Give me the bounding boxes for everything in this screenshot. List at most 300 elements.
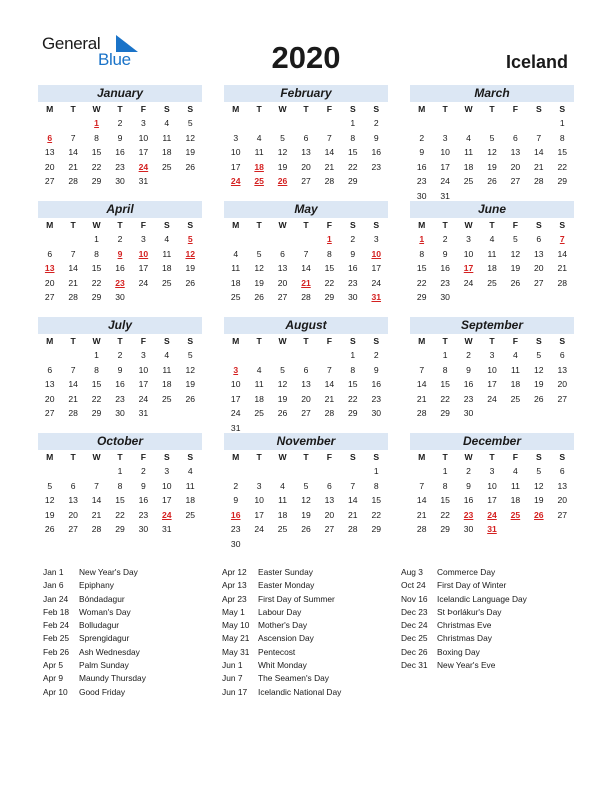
holiday-day: 13: [44, 263, 55, 274]
day: 15: [440, 495, 450, 506]
day: 5: [513, 234, 518, 244]
day: 20: [324, 509, 335, 520]
holiday-day: 3: [233, 364, 239, 375]
holiday-day: 26: [277, 176, 288, 187]
day: 20: [277, 277, 288, 288]
day: 8: [117, 480, 123, 491]
month-september: [410, 317, 574, 421]
day: 5: [280, 132, 285, 143]
weekday-header: M: [418, 104, 426, 114]
day: 1: [559, 118, 565, 128]
day: 23: [463, 393, 474, 404]
day: 5: [489, 132, 495, 143]
weekday-header: T: [442, 104, 448, 114]
day: 17: [138, 147, 149, 158]
page-header: [0, 0, 612, 80]
holiday-list-item: [222, 593, 341, 606]
day: 21: [324, 161, 335, 172]
weekday-header: T: [489, 104, 495, 114]
day: 10: [162, 480, 172, 491]
day: 26: [510, 277, 521, 288]
month-title: October: [38, 433, 202, 450]
day: 3: [442, 132, 448, 143]
day: 28: [301, 292, 311, 303]
empty-day: [61, 232, 84, 247]
weekday-header: T: [117, 336, 123, 346]
day: 28: [416, 408, 427, 419]
empty-day: [457, 116, 480, 131]
day: 30: [115, 176, 125, 187]
day: 3: [141, 234, 146, 244]
day: 17: [440, 161, 450, 172]
holiday-day: 1: [327, 234, 332, 244]
day: 11: [162, 364, 172, 375]
empty-day: [527, 116, 550, 131]
weekday-header: W: [92, 452, 101, 462]
month-october: [38, 433, 202, 537]
day: 22: [324, 277, 335, 288]
day: 3: [373, 234, 379, 244]
day: 27: [534, 277, 544, 288]
day: 23: [138, 509, 149, 520]
holiday-list-item: [222, 646, 341, 659]
weekday-header: S: [559, 220, 566, 230]
day: 11: [162, 132, 172, 143]
day: 25: [463, 176, 474, 187]
weekday-header: W: [464, 452, 473, 462]
weekday-header: T: [256, 104, 262, 114]
weekday-header: W: [464, 336, 473, 346]
holiday-day: 9: [117, 248, 123, 259]
day: 2: [117, 118, 123, 128]
day: 15: [371, 495, 382, 506]
holiday-list-column: [401, 566, 527, 672]
day: 30: [348, 292, 358, 303]
holiday-name: Labour Day: [258, 606, 302, 617]
day: 13: [301, 379, 311, 390]
day: 31: [440, 190, 450, 201]
holiday-day: 1: [419, 234, 425, 244]
weekday-header: T: [117, 220, 123, 230]
day: 21: [348, 509, 358, 520]
day: 16: [138, 495, 149, 506]
day: 28: [324, 176, 335, 187]
day: 19: [534, 379, 544, 390]
holiday-day: 12: [185, 248, 196, 259]
empty-day: [38, 116, 61, 131]
day: 4: [489, 234, 495, 244]
day: 3: [489, 466, 495, 476]
holiday-day: 21: [301, 277, 311, 288]
day: 30: [115, 408, 125, 419]
weekday-header: M: [418, 336, 426, 346]
day: 14: [68, 147, 78, 158]
weekday-header: F: [140, 452, 147, 462]
day: 14: [416, 495, 427, 506]
day: 14: [324, 379, 335, 390]
day: 22: [440, 509, 450, 520]
calendar-year: 2020: [271, 40, 341, 75]
day: 20: [44, 277, 55, 288]
day: 17: [230, 393, 241, 404]
day: 22: [348, 161, 358, 172]
holiday-list-item: [401, 593, 527, 606]
day: 6: [47, 248, 53, 259]
day: 21: [557, 263, 568, 274]
day: 15: [324, 263, 335, 274]
day: 30: [371, 408, 382, 419]
weekday-header: T: [303, 336, 309, 346]
holiday-day: 31: [371, 292, 382, 303]
holiday-date: Apr 9: [43, 673, 64, 684]
day: 2: [117, 234, 123, 244]
day: 26: [534, 393, 544, 404]
weekday-header: S: [535, 336, 542, 346]
day: 1: [350, 350, 356, 360]
month-title: January: [38, 85, 202, 102]
day: 12: [277, 147, 288, 158]
month-days-grid: [38, 334, 202, 421]
holiday-name: Good Friday: [79, 686, 126, 697]
day: 29: [440, 524, 450, 535]
day: 6: [536, 234, 542, 244]
holiday-day: 25: [254, 176, 264, 187]
day: 27: [557, 393, 568, 404]
holiday-day: 10: [371, 248, 382, 259]
day: 25: [162, 161, 172, 172]
day: 30: [440, 292, 450, 303]
day: 7: [70, 364, 76, 375]
day: 2: [350, 234, 356, 244]
day: 11: [510, 480, 520, 491]
day: 28: [348, 524, 358, 535]
day: 9: [373, 364, 379, 375]
day: 18: [162, 379, 172, 390]
day: 11: [254, 147, 264, 158]
day: 15: [348, 147, 358, 158]
holiday-list-item: [401, 619, 527, 632]
day: 16: [463, 495, 474, 506]
holiday-date: Jun 1: [222, 660, 243, 671]
day: 20: [301, 393, 311, 404]
day: 7: [94, 480, 99, 491]
day: 21: [68, 277, 78, 288]
day: 2: [233, 480, 239, 491]
holiday-name: Bóndadagur: [79, 593, 125, 604]
weekday-header: T: [489, 452, 495, 462]
day: 29: [557, 176, 568, 187]
day: 12: [185, 364, 196, 375]
day: 5: [256, 248, 262, 259]
empty-day: [224, 116, 247, 131]
month-november: [224, 433, 388, 552]
empty-day: [247, 232, 270, 247]
empty-day: [224, 348, 247, 363]
holiday-date: Jan 6: [43, 580, 64, 591]
day: 10: [230, 147, 241, 158]
day: 22: [348, 393, 358, 404]
day: 21: [416, 393, 427, 404]
logo-blue-text: Blue: [98, 50, 131, 69]
day: 20: [557, 495, 568, 506]
day: 21: [416, 509, 427, 520]
weekday-header: T: [70, 220, 76, 230]
day: 12: [510, 248, 521, 259]
weekday-header: S: [349, 220, 356, 230]
weekday-header: W: [464, 104, 473, 114]
day: 27: [44, 292, 55, 303]
day: 7: [419, 364, 425, 375]
weekday-header: W: [278, 336, 287, 346]
empty-day: [294, 464, 317, 479]
day: 22: [440, 393, 450, 404]
holiday-list-item: [43, 593, 146, 606]
day: 13: [324, 495, 335, 506]
holiday-date: Jan 24: [43, 593, 69, 604]
empty-day: [480, 116, 503, 131]
holiday-list-item: [401, 659, 527, 672]
day: 12: [254, 263, 264, 274]
day: 17: [230, 161, 241, 172]
day: 27: [68, 524, 78, 535]
day: 4: [164, 350, 170, 360]
holiday-name: Whit Monday: [258, 660, 307, 671]
day: 26: [185, 393, 196, 404]
day: 7: [70, 248, 76, 259]
day: 16: [371, 147, 382, 158]
weekday-header: F: [326, 336, 333, 346]
day: 1: [94, 350, 99, 360]
day: 2: [373, 118, 379, 128]
day: 18: [185, 495, 196, 506]
day: 11: [487, 248, 497, 259]
holiday-date: Feb 25: [43, 633, 70, 644]
day: 15: [91, 379, 102, 390]
day: 30: [463, 524, 474, 535]
day: 9: [442, 248, 448, 259]
holiday-name: Icelandic National Day: [258, 686, 342, 697]
day: 24: [463, 277, 474, 288]
day: 1: [350, 118, 356, 128]
day: 8: [559, 132, 565, 143]
day: 2: [419, 132, 425, 143]
day: 23: [348, 277, 358, 288]
empty-day: [271, 348, 294, 363]
day: 11: [162, 248, 172, 259]
weekday-header: M: [46, 220, 54, 230]
day: 7: [350, 480, 356, 491]
empty-day: [294, 232, 317, 247]
day: 6: [280, 248, 285, 259]
day: 28: [68, 292, 78, 303]
day: 5: [536, 350, 542, 360]
weekday-header: M: [232, 452, 240, 462]
day: 9: [466, 364, 471, 375]
day: 6: [47, 364, 53, 375]
day: 19: [185, 379, 196, 390]
day: 29: [440, 408, 450, 419]
holiday-name: New Year's Eve: [437, 660, 496, 671]
day: 22: [91, 277, 102, 288]
empty-day: [410, 464, 433, 479]
weekday-header: S: [535, 220, 542, 230]
holiday-list-item: [43, 646, 146, 659]
day: 12: [277, 379, 288, 390]
weekday-header: W: [92, 220, 101, 230]
holiday-day: 26: [534, 509, 544, 520]
day: 16: [348, 263, 358, 274]
day: 11: [254, 379, 264, 390]
country-name: Iceland: [505, 52, 568, 72]
day: 12: [185, 132, 196, 143]
day: 27: [301, 408, 311, 419]
day: 14: [348, 495, 358, 506]
day: 18: [510, 379, 521, 390]
day: 16: [115, 263, 125, 274]
holiday-name: Commerce Day: [437, 567, 496, 577]
day: 8: [350, 132, 356, 143]
day: 5: [303, 480, 309, 491]
holiday-date: Jun 17: [222, 686, 248, 697]
weekday-header: T: [117, 104, 123, 114]
day: 28: [557, 277, 568, 288]
weekday-header: M: [232, 220, 240, 230]
weekday-header: S: [559, 452, 566, 462]
day: 26: [185, 277, 196, 288]
weekday-header: T: [489, 336, 495, 346]
day: 26: [487, 176, 497, 187]
empty-day: [38, 232, 61, 247]
weekday-header: S: [349, 104, 356, 114]
day: 20: [68, 509, 78, 520]
month-title: April: [38, 201, 202, 218]
weekday-header: F: [326, 452, 333, 462]
day: 4: [466, 132, 471, 143]
holiday-day: 23: [115, 277, 125, 288]
day: 2: [466, 350, 471, 360]
day: 4: [164, 118, 170, 128]
day: 23: [440, 277, 450, 288]
day: 22: [91, 161, 102, 172]
empty-day: [410, 116, 433, 131]
day: 28: [68, 408, 78, 419]
day: 27: [324, 524, 335, 535]
holiday-name: First Day of Winter: [437, 580, 507, 591]
weekday-header: M: [232, 336, 240, 346]
day: 25: [185, 509, 196, 520]
day: 15: [115, 495, 125, 506]
day: 30: [230, 538, 241, 549]
month-may: [224, 201, 388, 305]
month-april: [38, 201, 202, 305]
day: 14: [416, 379, 427, 390]
day: 25: [487, 277, 497, 288]
holiday-date: Dec 23: [401, 606, 428, 617]
holiday-list-item: [43, 686, 146, 699]
day: 26: [44, 524, 55, 535]
day: 27: [44, 176, 55, 187]
month-title: May: [224, 201, 388, 218]
month-june: [410, 201, 574, 305]
holiday-date: May 31: [222, 646, 250, 657]
month-december: [410, 433, 574, 537]
holiday-list-item: [401, 632, 527, 645]
day: 27: [277, 292, 288, 303]
holiday-list-item: [43, 672, 146, 685]
day: 19: [301, 509, 311, 520]
month-days-grid: [38, 102, 202, 189]
weekday-header: S: [187, 336, 194, 346]
holiday-list-item: [222, 606, 341, 619]
day: 5: [280, 364, 285, 375]
holiday-name: Ascension Day: [258, 633, 314, 644]
holiday-name: Easter Monday: [258, 580, 315, 591]
day: 3: [141, 118, 146, 128]
holiday-date: Jan 1: [43, 567, 64, 577]
month-title: September: [410, 317, 574, 334]
day: 20: [510, 161, 521, 172]
empty-day: [271, 464, 294, 479]
day: 7: [303, 248, 309, 259]
empty-day: [341, 464, 364, 479]
holiday-date: Aug 3: [401, 567, 423, 577]
weekday-header: W: [278, 452, 287, 462]
holiday-list-item: [43, 606, 146, 619]
empty-day: [318, 116, 341, 131]
weekday-header: T: [256, 220, 262, 230]
day: 16: [416, 161, 427, 172]
weekday-header: S: [163, 452, 170, 462]
weekday-header: S: [373, 452, 380, 462]
day: 9: [373, 132, 379, 143]
month-days-grid: [224, 218, 388, 305]
empty-day: [61, 348, 84, 363]
weekday-header: W: [92, 336, 101, 346]
day: 18: [162, 147, 172, 158]
day: 22: [91, 393, 102, 404]
day: 23: [115, 161, 125, 172]
day: 17: [138, 263, 149, 274]
day: 10: [487, 480, 497, 491]
holiday-date: Feb 24: [43, 620, 70, 631]
day: 14: [91, 495, 102, 506]
empty-day: [247, 116, 270, 131]
weekday-header: S: [163, 220, 170, 230]
day: 14: [324, 147, 335, 158]
day: 31: [230, 422, 241, 433]
day: 17: [162, 495, 172, 506]
day: 28: [534, 176, 544, 187]
day: 7: [419, 480, 425, 491]
day: 19: [185, 263, 196, 274]
day: 29: [115, 524, 125, 535]
day: 15: [91, 263, 102, 274]
empty-day: [433, 116, 456, 131]
day: 1: [442, 466, 448, 476]
day: 18: [277, 509, 288, 520]
empty-day: [85, 464, 108, 479]
weekday-header: M: [46, 452, 54, 462]
weekday-header: T: [117, 452, 123, 462]
day: 3: [141, 350, 146, 360]
holiday-date: Feb 18: [43, 606, 70, 617]
day: 4: [256, 364, 262, 375]
holiday-list-item: [222, 686, 341, 699]
day: 27: [44, 408, 55, 419]
day: 2: [442, 234, 448, 244]
day: 23: [371, 393, 382, 404]
day: 16: [115, 147, 125, 158]
